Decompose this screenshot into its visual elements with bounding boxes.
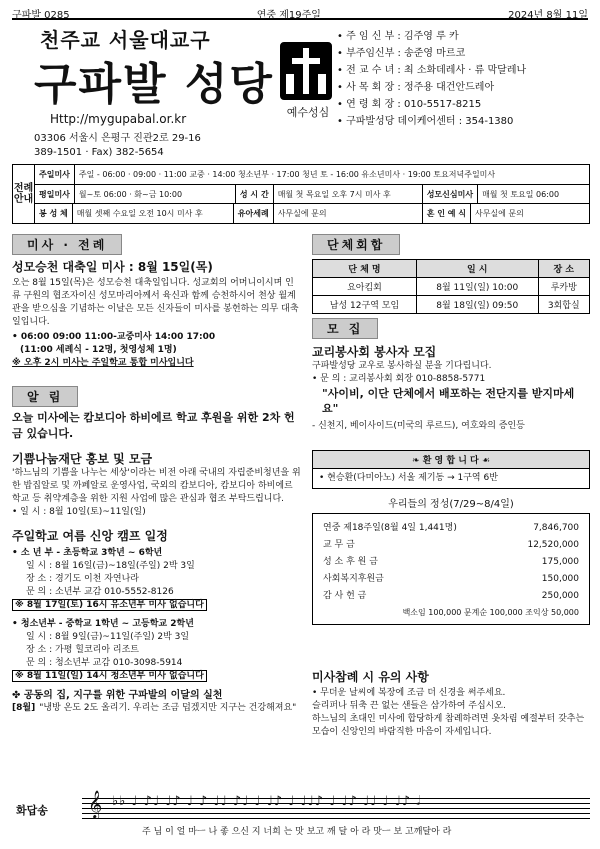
schedule-label: 전례안내 (13, 165, 35, 223)
header (12, 24, 592, 164)
etiquette-section (312, 668, 590, 739)
welcome-heading: ❧ 환 영 합 니 다 ☙ (313, 451, 589, 469)
mass-body: 오는 8월 15일(목)은 성모승천 대축일입니다. 성교회의 어머니이시며 인류 구원의 협조자이신 성모마리아께서 육신과 함께 승천하시어 천상 월계관을 받으심을 기념하는 이날은 모든 신자들이 미사를 봉헌하는 의무 대축일입니다. (12, 278, 299, 327)
list-item: 교 무 금 12,520,000 (323, 540, 579, 550)
recruit-section (312, 318, 590, 386)
sharing-body: '하느님의 기쁨을 나누는 세상'이라는 비전 아래 국내의 자립준비청년을 위한 밥집알로 및 까페알로 운영사업, 국외의 캄보디아, 캄보디아 하비에르 학교 등 취약계층을 위한 지원 사업에 많은 관심과 협조 부탁드립니다. (12, 468, 301, 504)
mass-times-note: (11:00 세례식 - 12명, 첫영성체 1명) (20, 345, 177, 355)
etiquette-line: 슬리퍼나 뒤축 끈 없는 샌들은 삼가하여 주십시오. (312, 701, 506, 711)
mass-section (12, 234, 302, 370)
recruit-contact: • 문 의 : 교리봉사회 회장 010-8858-5771 (312, 374, 486, 384)
groups-table (312, 259, 590, 314)
top-bar (12, 6, 588, 20)
etiquette-line: • 무더운 날씨에 복장에 조금 더 신경을 써주세요. (312, 688, 506, 698)
groups-heading: 단체회합 (312, 234, 400, 255)
camp1-line: 일 시 : 8월 16일(금)~18일(주일) 2박 3일 (26, 561, 195, 571)
notice-heading: 알 림 (12, 386, 78, 407)
parish-logo (280, 42, 338, 142)
recruit-heading: 모 집 (312, 318, 378, 339)
logo-caption: 예수성심 (286, 106, 330, 119)
liturgy-schedule (12, 164, 590, 224)
list-item: 사회복지후원금 150,000 (323, 574, 579, 584)
offering-section (312, 495, 590, 625)
psalm-label: 화답송 (16, 804, 48, 817)
quote-text: "사이비, 이단 단체에서 배포하는 전단지를 받지마세요" (322, 387, 575, 415)
groups-col-place: 장 소 (538, 260, 589, 278)
staff-list (337, 28, 526, 130)
mass-title: 성모승천 대축일 미사 : 8월 15일(목) (12, 260, 213, 274)
groups-col-time: 일 시 (416, 260, 538, 278)
offering-title: 우리들의 정성(7/29~8/4일) (388, 499, 514, 510)
camp1-note: ※ 8월 17일(토) 16시 유소년부 미사 없습니다 (12, 599, 207, 611)
camp1-line: 문 의 : 소년부 교감 010-5552-8126 (26, 587, 174, 597)
parish-name: 구파발 성당 (34, 59, 274, 110)
camp1-line: 장 소 : 경기도 이천 자연나라 (26, 574, 139, 584)
staff-assistant: • 부주임신부 : 송준영 마르코 (337, 45, 526, 62)
table-row: 남성 12구역 모임 8월 18일(일) 09:50 3회합실 (313, 296, 590, 314)
offering-footer: 백소임 100,000 문계순 100,000 조익상 50,000 (402, 608, 579, 617)
list-item: 감 사 헌 금 250,000 (323, 591, 579, 601)
diocese-name: 천주교 서울대교구 (40, 28, 211, 52)
staff-daycare: • 구파발성당 데이케어센터 : 354-1380 (337, 113, 526, 130)
church-logo-icon (280, 42, 332, 100)
camp-title: 주일학교 여름 신앙 캠프 일정 (12, 529, 168, 543)
staff-sisters: • 전 교 수 녀 : 최 소화데레사 · 류 막달레나 (337, 62, 526, 79)
groups-col-name: 단 체 명 (313, 260, 417, 278)
issue-date: 2024년 8월 11일 (508, 10, 588, 21)
schedule-row: 주일미사 주일 - 06:00 · 09:00 · 11:00 교중 · 14:00 청소년부 · 17:00 청년 토 - 16:00 유소년미사 · 19:00 토요저녁주일미사 (35, 165, 589, 185)
mass-heading: 미사 · 전례 (12, 234, 122, 255)
parish-address: 03306 서울시 은평구 진관2로 29-16 389-1501 · Fax) 382-5654 (34, 133, 201, 158)
list-item: 성 소 후 원 금 175,000 (323, 557, 579, 567)
practice-month: [8월] (12, 703, 36, 713)
camp2-line: 문 의 : 청소년부 교감 010-3098-5914 (26, 658, 183, 668)
music-notes-icon: ♭♭ ♩ ♪♩ ♩♪ ♩ ♪ ♩♩ ♪♩ ♩ ♩♪ ♩ ♩♩♪ ♩ ♩♪ ♩♩ ♩ ♩♪ 𝅗𝅥 (112, 794, 422, 809)
camp2-note: ※ 8월 11일(일) 14시 청소년부 미사 없습니다 (12, 670, 207, 682)
parish-url[interactable]: Http://mygupabal.or.kr (50, 112, 187, 126)
staff-council: • 사 목 회 장 : 정주용 대건안드레아 (337, 79, 526, 96)
camp1-title: • 소 년 부 - 초등학교 3학년 ~ 6학년 (12, 548, 163, 558)
table-row: 요아킴회 8월 11일(일) 10:00 루카방 (313, 278, 590, 296)
treble-clef-icon: 𝄞 (88, 790, 103, 818)
schedule-row: 봉 성 체 매월 셋째 수요일 오전 10시 미사 후 유아세례 사무실에 문의 혼 인 예 식 사무실에 문의 (35, 204, 589, 223)
camp2-line: 장 소 : 가평 힐코리아 리조트 (26, 645, 139, 655)
staff-pastor: • 주 임 신 부 : 김주영 루 카 (337, 28, 526, 45)
liturgical-week: 연중 제19주일 (256, 10, 321, 21)
offering-box (312, 513, 590, 625)
sharing-title: 기쁨나눔재단 홍보 및 모금 (12, 452, 153, 466)
quote-sub: - 신천지, 베이사이드(미국의 루르드), 여호와의 증인등 (312, 421, 525, 431)
practice-title: ✤ 공동의 집, 지구를 위한 구파발의 이달의 실천 (12, 690, 223, 701)
notice-section (12, 386, 302, 715)
issue-number: 구파발 0285 (12, 10, 70, 21)
notice-text: 오늘 미사에는 캄보디아 하비에르 학교 후원을 위한 2차 헌금 있습니다. (12, 411, 295, 440)
groups-section (312, 234, 590, 314)
practice-text: "냉방 온도 2도 올리기. 우리는 조금 덥겠지만 지구는 건강해져요" (39, 703, 297, 713)
camp2-line: 일 시 : 8월 9일(금)~11일(주일) 2박 3일 (26, 632, 190, 642)
psalm-lyrics: 주 님 이 얼 마ㅡ 나 좋 으신 지 너희 는 맛 보고 깨 달 아 라 맛ㅡ 보 고깨달아 라 (142, 827, 452, 837)
quote-section (312, 386, 590, 433)
mass-note: ※ 오후 2시 미사는 주일학교 통합 미사입니다 (12, 358, 194, 368)
list-item: 연중 제18주일(8월 4일 1,441명) 7,846,700 (323, 523, 579, 533)
etiquette-line: 하느님의 초대인 미사에 합당하게 참례하려면 옷차림 예절부터 갖추는 모습이 신앙인의 바람직한 마음이 자세입니다. (312, 714, 585, 737)
staff-funeral: • 연 령 회 장 : 010-5517-8215 (337, 96, 526, 113)
welcome-box (312, 450, 590, 489)
camp2-title: • 청소년부 - 중학교 1학년 ~ 고등학교 2학년 (12, 619, 194, 629)
recruit-title: 교리봉사회 봉사자 모집 (312, 345, 437, 359)
recruit-line: 구파발성당 교우로 봉사하실 분을 기다립니다. (312, 361, 492, 371)
mass-times: • 06:00 09:00 11:00-교중미사 14:00 17:00 (12, 332, 216, 342)
welcome-text: • 현승환(다미아노) 서울 제기동 → 1구역 6반 (319, 473, 498, 483)
schedule-row: 평일미사 월~토 06:00 · 화~금 10:00 성 시 간 매월 첫 목요일 오후 7시 미사 후 성모신심미사 매월 첫 토요일 06:00 (35, 185, 589, 205)
etiquette-title: 미사참례 시 유의 사항 (312, 670, 429, 684)
sharing-date: • 일 시 : 8월 10일(토)~11일(일) (12, 507, 146, 517)
psalm-section (12, 792, 590, 842)
